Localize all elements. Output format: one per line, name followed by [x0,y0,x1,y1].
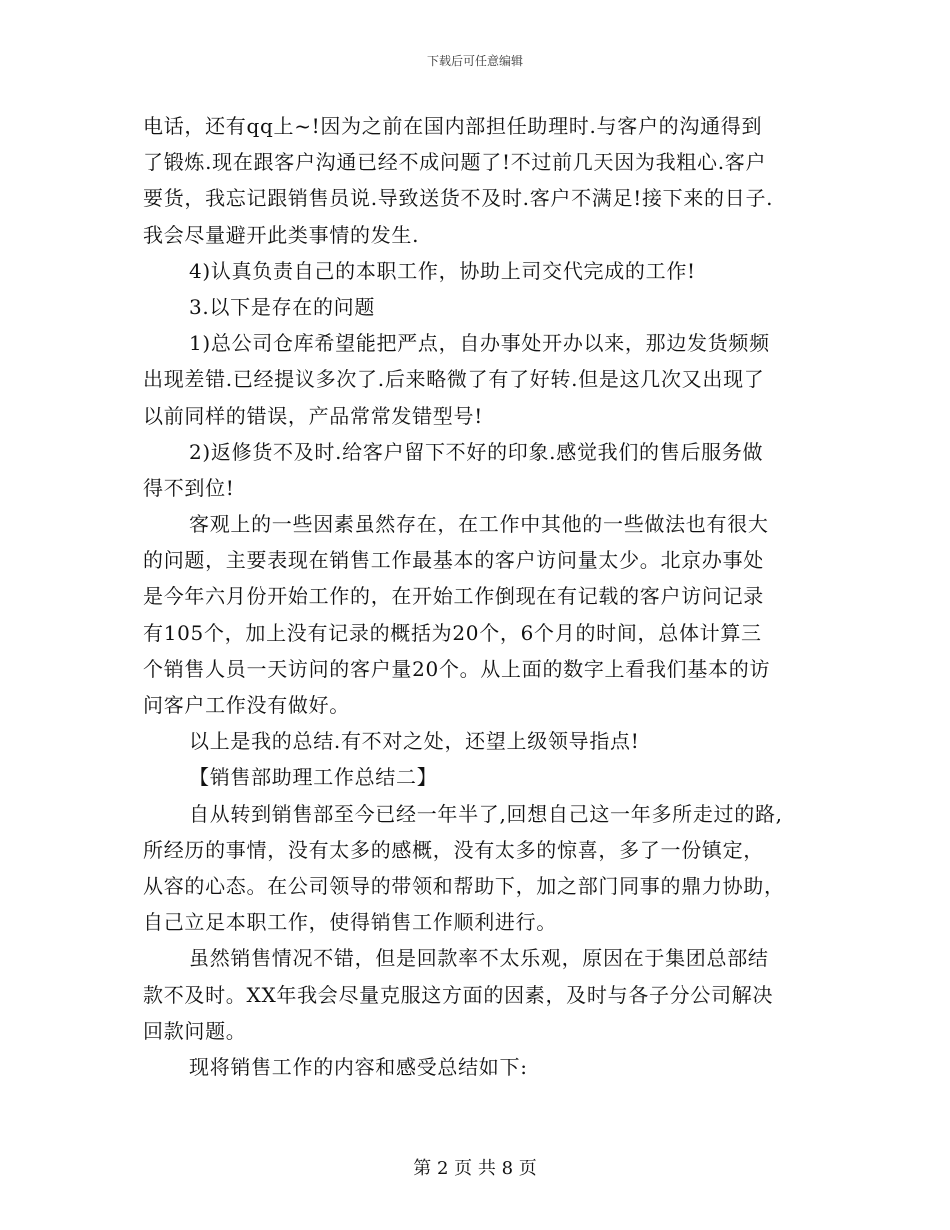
text-line: 出现差错.已经提议多次了.后来略微了有了好转.但是这几次又出现了 [143,367,765,392]
text-line: 是今年六月份开始工作的，在开始工作倒现在有记载的客户访问记录 [143,584,764,609]
text-line: 4)认真负责自己的本职工作，协助上司交代完成的工作! [189,258,696,283]
text-line: 2)返修货不及时.给客户留下不好的印象.感觉我们的售后服务做 [189,439,764,464]
text-line: 以上是我的总结.有不对之处，还望上级领导指点! [189,729,640,754]
text-line: 3.以下是存在的问题 [189,294,376,319]
text-line: 自从转到销售部至今已经一年半了,回想自己这一年多所走过的路, [189,801,783,826]
text-line: 自己立足本职工作，使得销售工作顺利进行。 [143,910,557,935]
text-line: 【销售部助理工作总结二】 [189,765,438,790]
text-line: 要货，我忘记跟销售员说.导致送货不及时.客户不满足!接下来的日子. [143,186,774,211]
page-header-note: 下载后可任意编辑 [426,54,523,68]
text-line: 有105个，加上没有记录的概括为20个，6个月的时间，总体计算三 [143,620,762,645]
text-line: 的问题，主要表现在销售工作最基本的客户访问量太少。北京办事处 [143,548,764,573]
text-line: 1)总公司仓库希望能把严点，自办事处开办以来，那边发货频频 [189,331,770,356]
text-line: 款不及时。XX年我会尽量克服这方面的因素，及时与各子分公司解决 [143,982,774,1007]
text-line: 以前同样的错误，产品常常发错型号! [143,403,483,428]
text-line: 虽然销售情况不错，但是回款率不太乐观，原因在于集团总部结 [189,946,769,971]
text-line: 问客户工作没有做好。 [143,693,350,717]
text-line: 个销售人员一天访问的客户量20个。从上面的数字上看我们基本的访 [143,656,771,681]
text-line: 从容的心态。在公司领导的带领和帮助下，加之部门同事的鼎力协助， [143,873,785,898]
document-body [143,108,823,1085]
text-line: 回款问题。 [143,1018,247,1043]
text-line: 得不到位! [143,475,235,500]
text-line: 了锻炼.现在跟客户沟通已经不成问题了!不过前几天因为我粗心.客户 [143,150,767,175]
text-line: 客观上的一些因素虽然存在，在工作中其他的一些做法也有很大 [189,512,769,537]
text-line: 现将销售工作的内容和感受总结如下: [189,1054,528,1079]
page-number: 第 2 页 共 8 页 [413,1158,537,1179]
text-line: 所经历的事情，没有太多的感概，没有太多的惊喜，多了一份镇定， [143,837,764,862]
text-line: 我会尽量避开此类事情的发生. [143,222,420,247]
text-line: 电话，还有qq上~!因为之前在国内部担任助理时.与客户的沟通得到 [143,114,763,138]
